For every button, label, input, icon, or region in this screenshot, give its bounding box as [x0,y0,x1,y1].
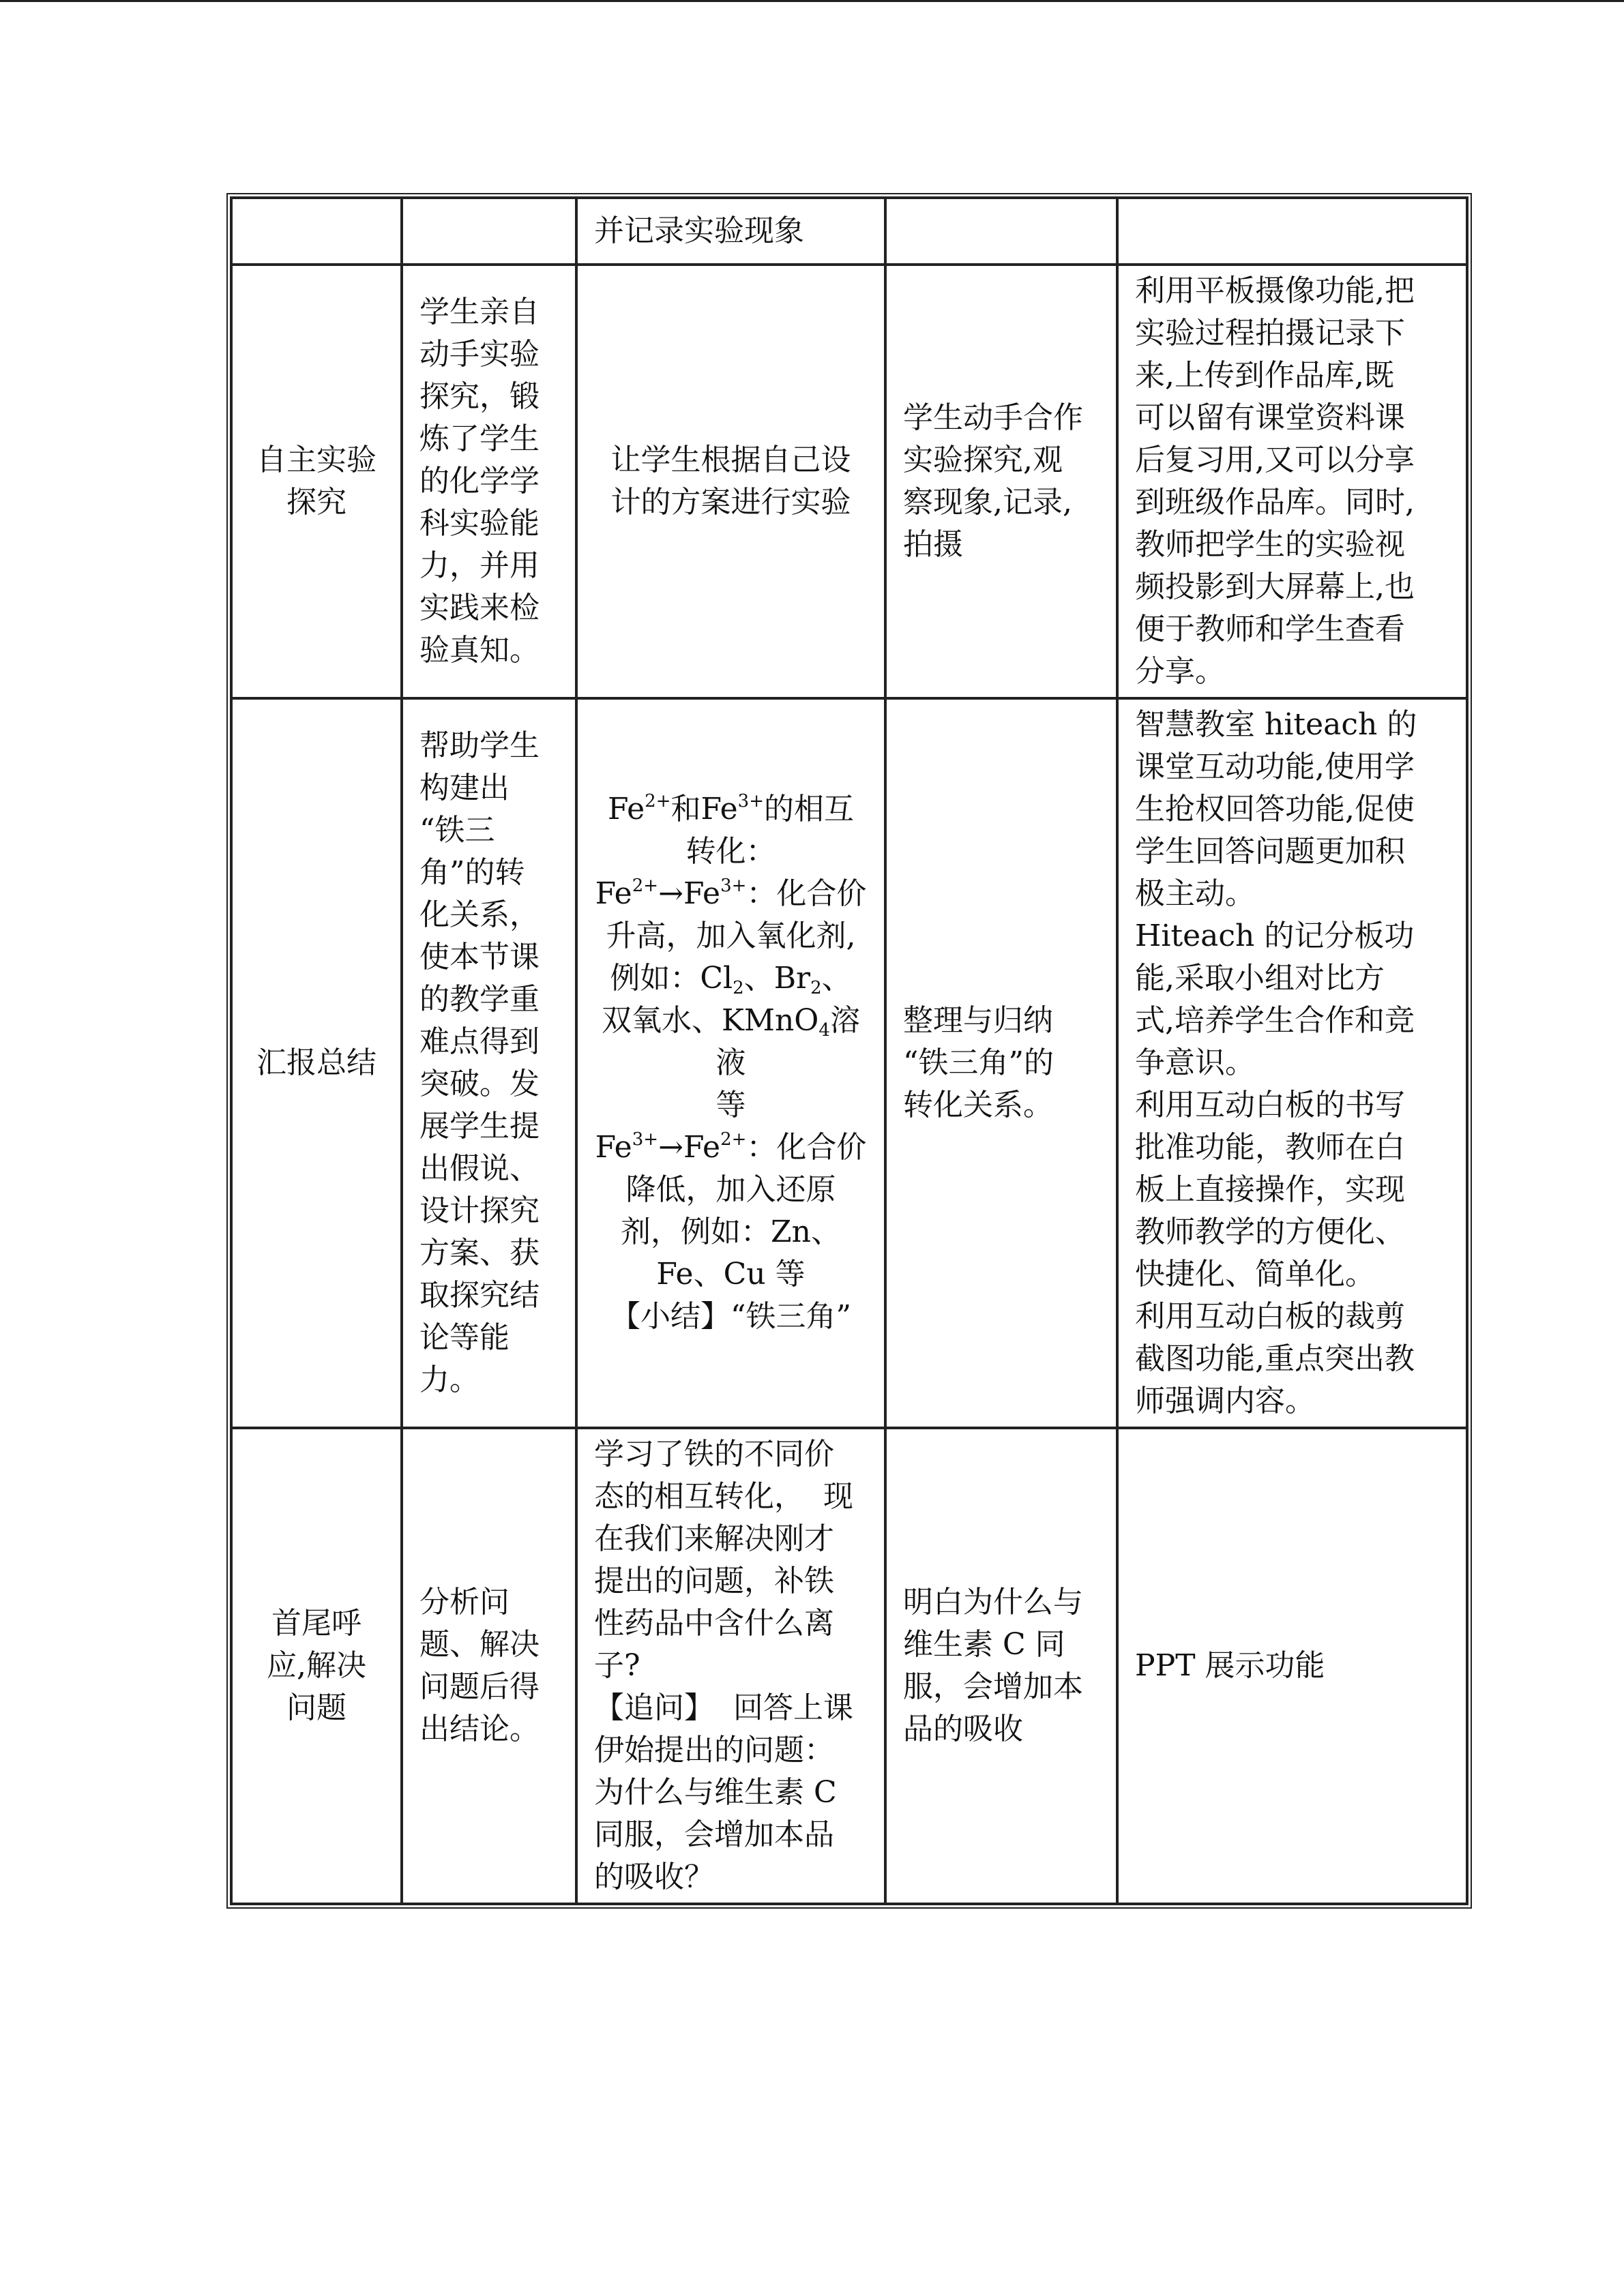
table-row [231,198,1467,265]
teacher-activity-cell: 学习了铁的不同价 态的相互转化， 现 在我们来解决刚才 提出的问题，补铁 性药品中含什么离 子? 【追问】 回答上课 伊始提出的问题： 为什么与维生素 C 同服，会增加本品 的吸收？ [576,1428,885,1904]
student-activity-cell: 学生动手合作 实验探究,观 察现象,记录, 拍摄 [885,265,1117,698]
student-activity-cell: 整理与归纳 “铁三角”的 转化关系。 [885,698,1117,1428]
table-row [231,265,1467,698]
stage-cell: 汇报总结 [231,698,402,1428]
table-row [231,1428,1467,1904]
formula-line-oxidation-2: 升高，加入氧化剂, [606,919,856,953]
formula-line-oxidants: 例如：$Cl_2$、$Br_2$、 [610,961,852,998]
page-top-border [0,0,1624,2]
design-intent-cell: 分析问 题、解决 问题后得 出结论。 [402,1428,576,1904]
student-activity-cell: 明白为什么与 维生素 C 同 服，会增加本 品的吸收 [885,1428,1117,1904]
technology-cell [1117,198,1467,265]
formula-line-etc: 等 [715,1088,746,1122]
formula-line-transform: 转化： [685,834,776,869]
formula-line-oxidation: $Fe^{2+}\to Fe^{3+}$：化合价 [595,876,867,911]
formula-line-oxidants-2: 双氧水、KMnO$_4$溶液 [602,1003,860,1080]
technology-cell: PPT 展示功能 [1117,1428,1467,1904]
teacher-activity-cell: 并记录实验现象 [576,198,885,265]
lesson-design-table [230,196,1468,1905]
technology-cell: 利用平板摄像功能,把 实验过程拍摄记录下 来,上传到作品库,既 可以留有课堂资料课 后复习用,又可以分享 到班级作品库。同时, 教师把学生的实验视 频投影到大屏幕上,也 便于教师和学生查看 分享。 [1117,265,1467,698]
technology-cell: 智慧教室 hiteach 的 课堂互动功能,使用学 生抢权回答功能,促使 学生回答问题更加积 极主动。 Hiteach 的记分板功 能,采取小组对比方 式,培养学生合作和竞 争意识。 利用互动白板的书写 批准功能，教师在白 板上直接操作，实现 教师教学的方便化、 快捷化、简单化。 利用互动白板的裁剪 截图功能,重点突出教 师强调内容。 [1117,698,1467,1428]
formula-line-metals: Fe、Cu 等 [656,1257,806,1292]
formula-line-reductants: 剂，例如：Zn、 [621,1214,841,1249]
design-intent-cell [402,198,576,265]
stage-cell: 自主实验 探究 [231,265,402,698]
design-intent-cell: 学生亲自 动手实验 探究，锻 炼了学生 的化学学 科实验能 力，并用 实践来检 验真知。 [402,265,576,698]
stage-cell [231,198,402,265]
formula-line-reduction-2: 降低，加入还原 [625,1172,836,1207]
teacher-activity-cell: 让学生根据自己设 计的方案进行实验 [576,265,885,698]
teacher-activity-cell [576,698,885,1428]
formula-line-summary: 【小结】“铁三角” [610,1299,851,1334]
design-intent-cell: 帮助学生 构建出 “铁三 角”的转 化关系， 使本节课 的教学重 难点得到 突破。发 展学生提 出假说、 设计探究 方案、获 取探究结 论等能 力。 [402,698,576,1428]
table-row [231,698,1467,1428]
formula-line-reduction: $Fe^{3+}\to Fe^{2+}$：化合价 [595,1129,867,1165]
stage-cell: 首尾呼 应,解决 问题 [231,1428,402,1904]
student-activity-cell [885,198,1117,265]
formula-line-intro: $Fe^{2+}$和$Fe^{3+}$的相互 [608,791,854,826]
